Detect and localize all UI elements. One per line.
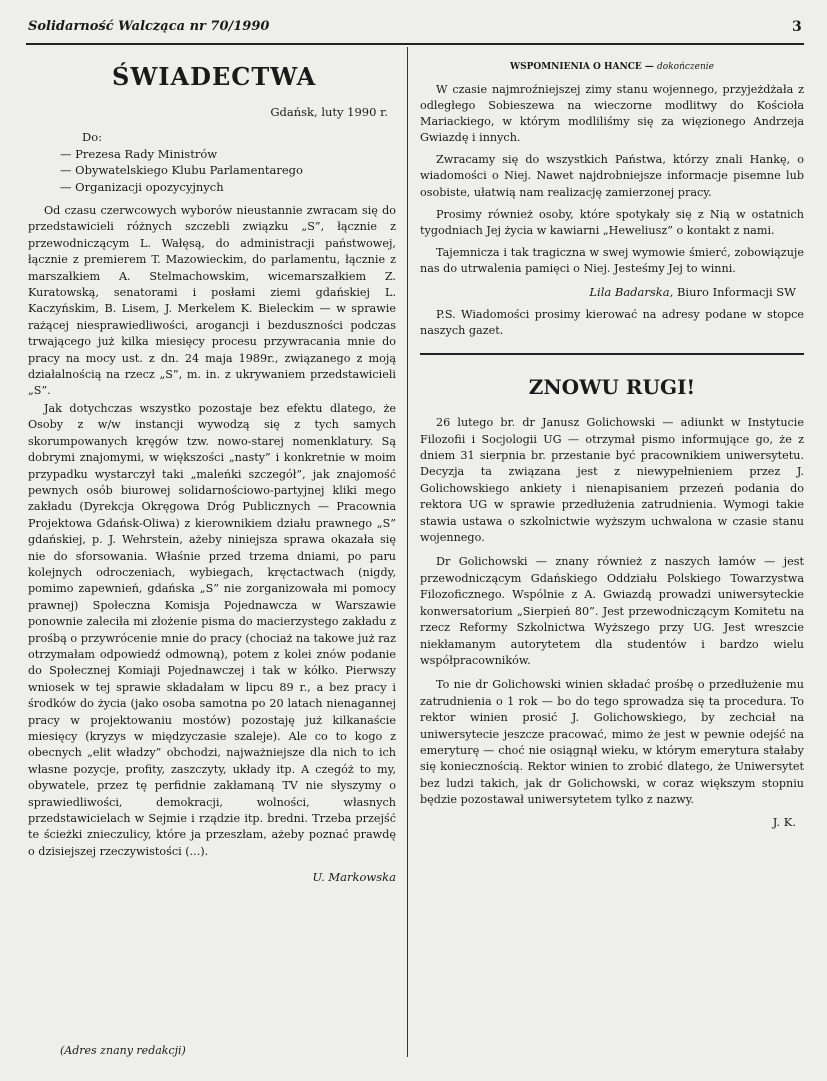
signature-name: Lila Badarska, [589,285,674,300]
recipient-item: — Prezesa Rady Ministrów [60,146,218,161]
continuation-tag: dokończenie [657,62,714,72]
body-paragraph: W czasie najmroźniejszej zimy stanu wojennego, przyjeżdżała z odległego Sobieszewa na wieczorne modlitwy do Kościoła Mariackiego, w którym modliliśmy się za więzionego Andrzeja Gwiazdę i innych. [420,83,804,145]
article-title-znowu-rugi: ZNOWU RUGI! [528,375,696,400]
left-column [28,62,396,884]
recipient-item: — Obywatelskiego Klubu Parlamentarego [60,163,303,177]
body-paragraph: Od czasu czerwcowych wyborów nieustannie zwracam się do przedstawicieli różnych szczebli związku „S”, łącznie z przewodniczącym L. Wałęsą, do administracji państwowej, łącznie z premierem T. Mazowieckim, do parlamentu, łącznie z marszałkiem A. Stelmachowskim, wicemarszałkiem Z. Kuratowską, senatorami i posłami ziemi gdańskiej L. Kaczyńskim, B. Lisem, J. Merkelem K. Bieleckim — w sprawie rażącej niesprawiedliwości, arogancji i bezduszności podczas trwającego już kilka miesięcy procesu przywracania mnie do pracy na mocy ust. z dn. 24 maja 1989r., związanego z moją działalnością na rzecz „S”, m. in. z ukrywaniem przedstawicieli „S”. [28,204,396,398]
body-paragraph: Dr Golichowski — znany również z naszych łamów — jest przewodniczącym Gdańskiego Oddziału Polskiego Towarzystwa Filozoficznego. Wspólnie z A. Gwiazdą prowadzi uniwersyteckie konwersatorium „Sierpień 80”. Jest przewodniczącym Komitetu na rzecz Reformy Szkolnictwa Wyższego przy UG. Jest wreszcie niekłamanym autorytetem dla studentów i bardzo wielu współpracowników. [420,555,804,667]
signature-org: Biuro Informacji SW [676,285,796,300]
recipients-block [60,129,396,195]
right-column [420,62,804,829]
signature-line [420,285,804,299]
body-paragraph: To nie dr Golichowski winien składać prośbę o przedłużenie mu zatrudnienia o 1 rok — bo do tego sprowadza się ta procedura. To rektor winien prosić J. Golichowskiego, by zechciał na uniwersytecie jeszcze pracować, mimo że jest w pewnie odejść na emeryturę — choć nie osiągnął wieku, w którym emerytura stałaby się koniecznością. Rektor winien to zrobić dlatego, że Uniwersytet bez ludzi takich, jak dr Golichowski, w coraz większym stopniu będzie pozostawał uniwersytetem tylko z nazwy. [420,678,804,807]
address-note: (Adres znany redakcji) [60,1044,186,1057]
author-initials: J. K. [772,814,796,829]
body-paragraph: Prosimy również osoby, które spotykały się z Nią w ostatnich tygodniach Jej życia w kawiarni „Heweliusz” o kontakt z nami. [420,207,804,237]
recipient-item: — Organizacji opozycyjnych [60,179,224,194]
postscript: P.S. Wiadomości prosimy kierować na adresy podane w stopce naszych gazet. [420,308,804,338]
page-number: 3 [792,19,802,35]
continuation-head [420,62,804,72]
dateline: Gdańsk, luty 1990 r. [270,105,388,119]
article-title-swiadectwa: ŚWIADECTWA [112,62,317,91]
header-rule [26,43,804,45]
to-label: Do: [82,130,103,144]
author-signature: U. Markowska [312,870,396,885]
section-rule [420,353,804,355]
column-divider [407,47,408,1057]
body-paragraph: Jak dotychczas wszystko pozostaje bez efektu dlatego, że Osoby z w/w instancji wywodzą się z tych samych skorumpowanych kręgów tzw. nowo-starej nomenklatury. Są dobrymi znajomymi, w większości „nasty” i konkretnie w moim przypadku wystarczył taki „maleńki szczegół”, jak znajomość pewnych osób biurowej solidarnościowo-partyjnej kliki mego zakładu (Dyrekcja Okręgowa Dróg Publicznych — Pracownia Projektowa Gdańsk-Oliwa) z kierownikiem działu prawnego „S” gdańskiej, p. J. Wehrstein, ażeby niniejsza sprawa okazała się nie do sforsowania. Właśnie przed trzema dniami, po paru kolejnych odroczeniach, wybiegach, kręctactwach (nigdy, pomimo zapewnień, gdańska „S” nie zorganizowała mi pomocy prawnej) Społeczna Komisja Pojednawcza w Warszawie ponownie zaleciła mi złożenie pisma do macierzystego zakładu z prośbą o przywrócenie mnie do pracy (chociaż na takowe już raz otrzymałam odpowiedź odmowną), potem z kolei znów podanie do Społecznej Komiaji Pojednawczej i tak w kółko. Pierwszy wniosek w tej sprawie składałam w lipcu 89 r., a bez pracy i środków do życia (jako osoba samotna po 20 latach nienagannej pracy w projektowaniu mostów) pozostaję już kilkanaście miesięcy (kryzys w międzyczasie szaleje). Ale co to kogo z obecnych „elit władzy” obchodzi, najważniejsze dla nich to ich własne pozycje, profity, zaszczyty, układy itp. A czegóż to my, obywatele, przez tę perfidnie zakłamaną TV nie słyszymy o sprawiedliwości, demokracji, wolności, własnych przedstawicielach w Sejmie i rządzie itp. bredni. Trzeba przejść te ścieżki znieczulicy, które ja przeszłam, ażeby poznać prawdę o dzisiejszej rzeczywistości (...). [28,401,396,858]
continuation-title: WSPOMNIENIA O HANCE — [510,62,654,72]
body-paragraph: Tajemnicza i tak tragiczna w swej wymowie śmierć, zobowiązuje nas do utrwalenia pamięci o Niej. Jesteśmy Jej to winni. [420,245,804,275]
body-paragraph: Zwracamy się do wszystkich Państwa, którzy znali Hankę, o wiadomości o Niej. Nawet najdrobniejsze informacje pisemne lub osobiste, ułatwią nam realizację zamierzonej pracy. [420,153,804,199]
body-paragraph: 26 lutego br. dr Janusz Golichowski — adiunkt w Instytucie Filozofii i Socjologii UG — otrzymał pismo informujące go, że z dniem 31 sierpnia br. przestanie być pracownikiem uniwersytetu. Decyzja ta związana jest z niewypełnieniem przez J. Golichowskiego ankiety i nienapisaniem przezeń podania do rektora UG w sprawie przedłużenia zatrudnienia. Wymogi takie stawia ustawa o szkolnictwie wyższym uchwalona w czasie stanu wojennego. [420,416,804,545]
publication-title: Solidarność Walcząca nr 70/1990 [28,19,270,34]
